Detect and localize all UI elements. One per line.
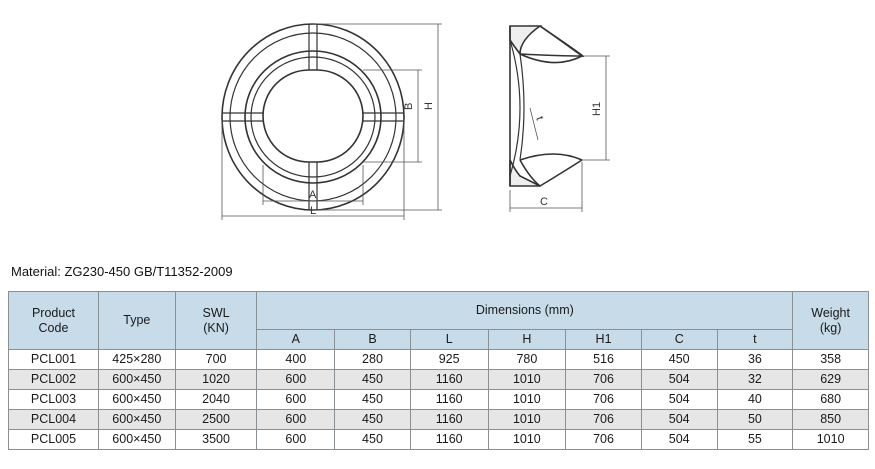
cell-type: 600×450 — [98, 370, 175, 390]
cell-t: 50 — [717, 410, 793, 430]
cell-h: 1010 — [488, 430, 566, 450]
table-row — [9, 390, 869, 410]
specification-table — [8, 291, 869, 450]
cell-swl: 2040 — [175, 390, 257, 410]
cell-c: 450 — [641, 350, 717, 370]
header-swl-line2: (KN) — [203, 320, 229, 335]
cell-b: 450 — [335, 430, 411, 450]
cell-t: 36 — [717, 350, 793, 370]
cell-c: 504 — [641, 410, 717, 430]
cell-type: 600×450 — [98, 410, 175, 430]
cell-swl: 2500 — [175, 410, 257, 430]
cell-type: 425×280 — [98, 350, 175, 370]
cell-b: 450 — [335, 390, 411, 410]
cell-b: 450 — [335, 410, 411, 430]
cell-product-code: PCL003 — [9, 390, 99, 410]
cell-h1: 706 — [566, 410, 642, 430]
table-row — [9, 350, 869, 370]
cell-swl: 1020 — [175, 370, 257, 390]
header-weight-line2: (kg) — [819, 320, 842, 335]
dim-label-b: B — [403, 102, 415, 110]
header-dim-b: B — [335, 330, 411, 350]
cell-product-code: PCL004 — [9, 410, 99, 430]
cell-c: 504 — [641, 430, 717, 450]
cell-h1: 706 — [566, 370, 642, 390]
header-dim-h: H — [488, 330, 566, 350]
cell-a: 400 — [257, 350, 335, 370]
cell-weight: 680 — [793, 390, 869, 410]
header-product-code-line1: Product — [31, 305, 76, 320]
cell-h: 1010 — [488, 370, 566, 390]
header-dim-h1: H1 — [566, 330, 642, 350]
header-dimensions: Dimensions (mm) — [257, 292, 793, 330]
cell-product-code: PCL005 — [9, 430, 99, 450]
header-swl — [175, 292, 257, 350]
header-dim-t: t — [717, 330, 793, 350]
header-dim-l: L — [410, 330, 488, 350]
cell-h1: 516 — [566, 350, 642, 370]
cell-c: 504 — [641, 370, 717, 390]
cell-l: 1160 — [410, 410, 488, 430]
cell-c: 504 — [641, 390, 717, 410]
header-weight-line1: Weight — [811, 305, 850, 320]
cell-swl: 3500 — [175, 430, 257, 450]
cell-h: 780 — [488, 350, 566, 370]
cell-a: 600 — [257, 390, 335, 410]
header-product-code-line2: Code — [38, 320, 69, 335]
cell-l: 1160 — [410, 390, 488, 410]
cell-weight: 1010 — [793, 430, 869, 450]
material-spec: Material: ZG230-450 GB/T11352-2009 — [11, 264, 233, 279]
cell-l: 1160 — [410, 370, 488, 390]
dim-label-h: H — [423, 102, 435, 110]
dim-label-h1: H1 — [591, 101, 603, 116]
cell-h: 1010 — [488, 390, 566, 410]
cell-weight: 629 — [793, 370, 869, 390]
table-header-row — [9, 292, 869, 330]
header-product-code — [9, 292, 99, 350]
cell-type: 600×450 — [98, 390, 175, 410]
dim-label-c: C — [540, 196, 548, 208]
cell-l: 1160 — [410, 430, 488, 450]
table-row — [9, 410, 869, 430]
cell-swl: 700 — [175, 350, 257, 370]
side-view — [510, 26, 583, 186]
cell-t: 40 — [717, 390, 793, 410]
cell-h1: 706 — [566, 430, 642, 450]
cell-a: 600 — [257, 370, 335, 390]
front-view — [222, 24, 404, 210]
header-swl-line1: SWL — [202, 305, 230, 320]
dim-label-l: L — [310, 205, 317, 217]
cell-l: 925 — [410, 350, 488, 370]
cell-h1: 706 — [566, 390, 642, 410]
cell-h: 1010 — [488, 410, 566, 430]
side-view-dimensions — [510, 56, 610, 212]
header-weight — [793, 292, 869, 350]
header-dim-c: C — [641, 330, 717, 350]
dim-label-a: A — [309, 189, 317, 201]
cell-a: 600 — [257, 410, 335, 430]
cell-t: 55 — [717, 430, 793, 450]
cell-product-code: PCL001 — [9, 350, 99, 370]
cell-product-code: PCL002 — [9, 370, 99, 390]
cell-b: 450 — [335, 370, 411, 390]
dim-label-t: t — [533, 114, 546, 122]
header-type: Type — [98, 292, 175, 350]
header-dim-a: A — [257, 330, 335, 350]
cell-type: 600×450 — [98, 430, 175, 450]
cell-weight: 358 — [793, 350, 869, 370]
table-row — [9, 430, 869, 450]
cell-a: 600 — [257, 430, 335, 450]
cell-weight: 850 — [793, 410, 869, 430]
cell-b: 280 — [335, 350, 411, 370]
table-row — [9, 370, 869, 390]
cell-t: 32 — [717, 370, 793, 390]
